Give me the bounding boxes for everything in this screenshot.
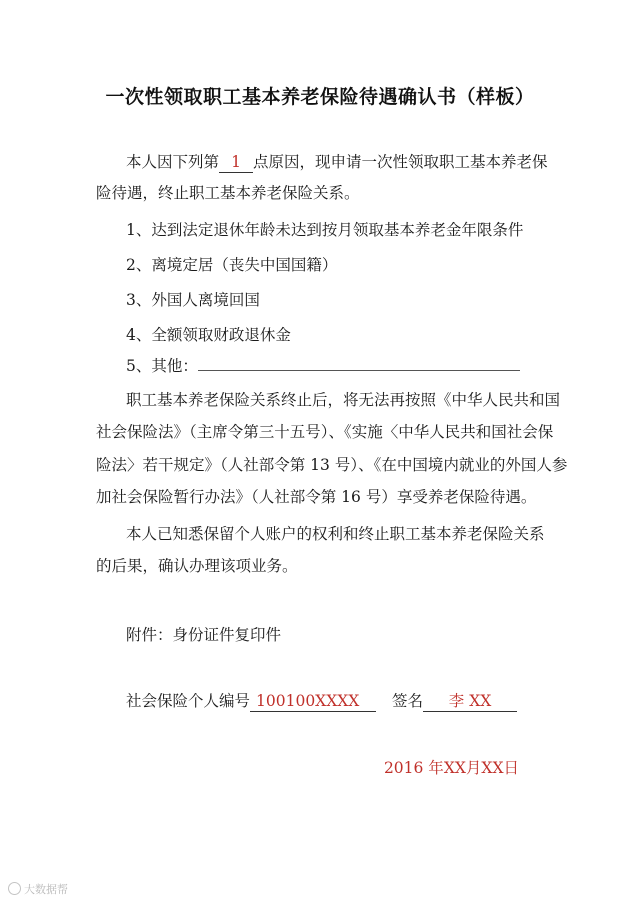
- notice-line-4: 加社会保险暂行办法》（人社部令第 16 号）享受养老保险待遇。: [96, 488, 537, 506]
- document-date: [384, 758, 519, 778]
- id-label: 社会保险个人编号: [126, 692, 251, 710]
- notice-line-3: 险法〉若干规定》（人社部令第 13 号）、《在中国境内就业的外国人参: [96, 456, 568, 474]
- other-reason-blank: [198, 356, 520, 371]
- reason-item-5: [126, 356, 520, 376]
- watermark-logo-icon: [8, 882, 21, 895]
- date-day: XX: [481, 759, 504, 777]
- intro-prefix: 本人因下列第: [126, 153, 220, 171]
- date-day-unit: 日: [503, 759, 519, 777]
- confirm-line-1: 本人已知悉保留个人账户的权利和终止职工基本养老保险关系: [126, 525, 545, 543]
- watermark: [8, 881, 68, 897]
- notice-line-2: 社会保险法》（主席令第三十五号）、《实施〈中华人民共和国社会保: [96, 423, 554, 441]
- reason-item-number: 1: [219, 153, 253, 173]
- watermark-text: 大数据帮: [24, 883, 68, 896]
- id-signature-row: [126, 691, 517, 712]
- reason-item-3: 3、外国人离境回国: [126, 291, 260, 309]
- document-title: 一次性领取职工基本养老保险待遇确认书（样板）: [105, 86, 535, 108]
- intro-line-2: 险待遇，终止职工基本养老保险关系。: [96, 184, 360, 202]
- reason-item-4: 4、全额领取财政退休金: [126, 326, 291, 344]
- reason-item-2: 2、离境定居（丧失中国国籍）: [126, 256, 338, 274]
- attachment-note: 附件：身份证件复印件: [126, 626, 282, 644]
- date-year: 2016 年: [383, 759, 444, 777]
- reason-item-5-label: 5、其他：: [126, 357, 198, 375]
- intro-line-1: [126, 152, 548, 173]
- date-month-unit: 月: [465, 759, 482, 777]
- id-value: 100100XXXX: [250, 692, 376, 712]
- date-month: XX: [443, 759, 466, 777]
- notice-line-1: 职工基本养老保险关系终止后，将无法再按照《中华人民共和国: [126, 391, 561, 409]
- confirm-line-2: 的后果，确认办理该项业务。: [96, 557, 298, 575]
- intro-suffix: 点原因，现申请一次性领取职工基本养老保: [253, 153, 548, 171]
- signature-value: 李 XX: [423, 692, 517, 712]
- reason-item-1: 1、达到法定退休年龄未达到按月领取基本养老金年限条件: [126, 221, 524, 239]
- signature-label: 签名: [392, 692, 424, 710]
